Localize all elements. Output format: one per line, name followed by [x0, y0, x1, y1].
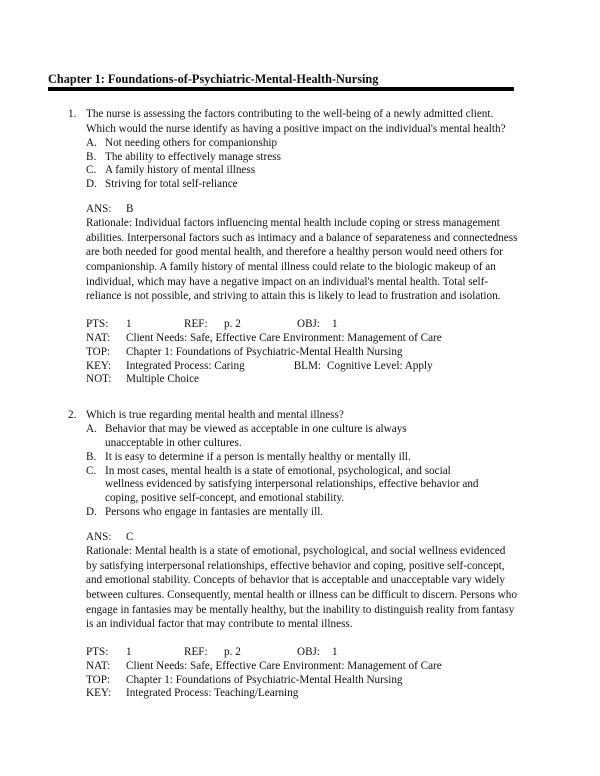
question-number: 1.	[68, 108, 77, 120]
obj-label: OBJ:	[297, 317, 321, 330]
option-d	[86, 506, 518, 520]
option-letter: C.	[86, 164, 97, 177]
question-stem: Which is true regarding mental health and mental illness?	[86, 409, 344, 421]
answer-options	[86, 137, 518, 193]
option-text: Persons who engage in fantasies are mentally ill.	[105, 506, 324, 519]
top-value: Chapter 1: Foundations of Psychiatric-Mental Health Nursing	[126, 345, 403, 358]
ref-value: p. 2	[224, 645, 241, 658]
rationale-text: Rationale: Individual factors influencing mental health include coping or stress management abilities. Interpersonal factors such as intimacy and a balance of separateness and connectedness are both needed for good mental health, and therefore a healthy person would need others for companionship. A family history of mental illness could relate to the biologic makeup of an individual, which may have a negative impact on an individual's mental health. Total self-reliance is not possible, and striving to attain this is likely to lead to frustration and isolation.	[86, 217, 518, 303]
answer-line	[86, 530, 518, 544]
option-text: Striving for total self-reliance	[105, 178, 238, 191]
question-1	[68, 107, 518, 387]
question-number: 2.	[68, 409, 77, 421]
option-text: A family history of mental illness	[105, 164, 256, 177]
option-a	[86, 137, 518, 151]
option-a	[86, 423, 518, 451]
option-d	[86, 178, 518, 192]
ref-value: p. 2	[224, 317, 241, 330]
obj-value: 1	[332, 317, 338, 330]
question-metadata	[86, 318, 518, 388]
top-value: Chapter 1: Foundations of Psychiatric-Mental Health Nursing	[126, 673, 403, 686]
option-text: In most cases, mental health is a state of emotional, psychological, and social wellness evidenced by satisfying interpersonal relationships, effective behavior and coping, positive self-concept, and emotional stability.	[105, 464, 479, 505]
answer-value: C	[126, 531, 134, 544]
top-label: TOP:	[86, 345, 111, 358]
option-text: Not needing others for companionship	[105, 136, 278, 149]
ref-label: REF:	[184, 317, 208, 330]
key-value: Integrated Process: Caring	[126, 359, 245, 372]
option-b	[86, 151, 518, 165]
pts-label: PTS:	[86, 317, 109, 330]
answer-options	[86, 423, 518, 520]
pts-value: 1	[126, 317, 132, 330]
obj-label: OBJ:	[297, 645, 321, 658]
answer-value: B	[126, 203, 134, 216]
option-letter: B.	[86, 150, 97, 163]
obj-value: 1	[332, 645, 338, 658]
answer-line	[86, 202, 518, 216]
nat-label: NAT:	[86, 659, 111, 672]
question-stem: The nurse is assessing the factors contributing to the well-being of a newly admitted client. Which would the nurse identify as having a positive impact on the individual's mental health?	[86, 108, 506, 135]
key-value: Integrated Process: Teaching/Learning	[126, 687, 299, 700]
nat-label: NAT:	[86, 331, 111, 344]
top-label: TOP:	[86, 673, 111, 686]
key-label: KEY:	[86, 359, 112, 372]
blm-value: Cognitive Level: Apply	[327, 359, 433, 372]
question-metadata	[86, 646, 518, 702]
key-label: KEY:	[86, 687, 112, 700]
not-value: Multiple Choice	[126, 373, 200, 386]
option-c	[86, 465, 518, 507]
option-letter: D.	[86, 506, 97, 519]
answer-label: ANS:	[86, 203, 112, 216]
pts-value: 1	[126, 645, 132, 658]
title-underline-rule	[48, 87, 514, 91]
not-label: NOT:	[86, 373, 112, 386]
option-b	[86, 451, 518, 465]
question-2	[68, 408, 518, 701]
option-letter: A.	[86, 136, 97, 149]
option-letter: B.	[86, 450, 97, 463]
nat-value: Client Needs: Safe, Effective Care Environment: Management of Care	[126, 659, 442, 672]
option-letter: C.	[86, 464, 97, 477]
option-text: Behavior that may be viewed as acceptable in one culture is always unacceptable in other cultures.	[105, 422, 407, 449]
option-c	[86, 164, 518, 178]
option-text: The ability to effectively manage stress	[105, 150, 281, 163]
option-letter: D.	[86, 178, 97, 191]
rationale-text: Rationale: Mental health is a state of emotional, psychological, and social wellness evidenced by satisfying interpersonal relationships, effective behavior and coping, positive self-concept, and emotional stability. Concepts of behavior that is acceptable and unacceptable vary widely between cultures. Consequently, mental health or illness can be difficult to discern. Persons who engage in fantasies may be mentally healthy, but the inability to distinguish reality from fantasy is an individual factor that may contribute to mental illness.	[86, 545, 517, 631]
answer-label: ANS:	[86, 531, 112, 544]
option-text: It is easy to determine if a person is mentally healthy or mentally ill.	[105, 450, 411, 463]
blm-label: BLM:	[293, 359, 322, 372]
option-letter: A.	[86, 422, 97, 435]
pts-label: PTS:	[86, 645, 109, 658]
chapter-title: Chapter 1: Foundations-of-Psychiatric-Mental-Health-Nursing	[48, 72, 379, 86]
nat-value: Client Needs: Safe, Effective Care Environment: Management of Care	[126, 331, 442, 344]
ref-label: REF:	[184, 645, 208, 658]
